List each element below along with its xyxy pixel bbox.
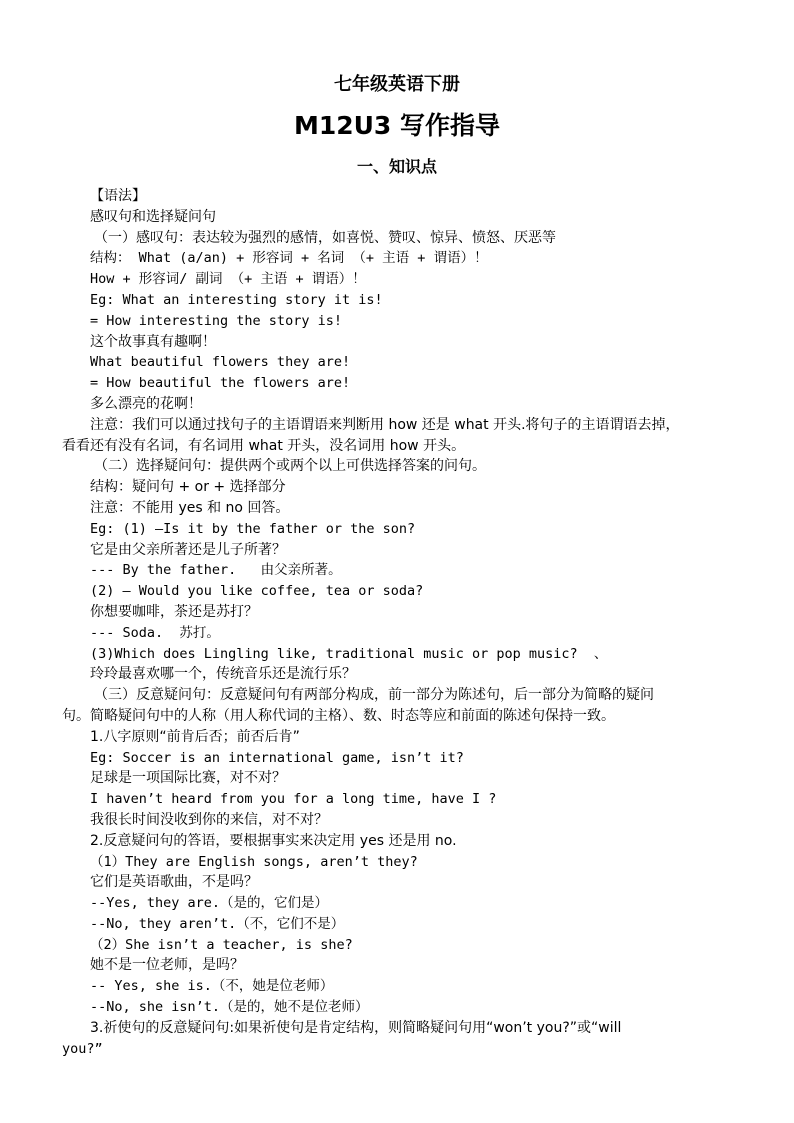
subsection-heading: （一）感叹句：表达较为强烈的感情，如喜悦、赞叹、惊异、愤怒、厌恶等 <box>94 229 556 246</box>
translation-line: 足球是一项国际比赛，对不对？ <box>90 770 286 787</box>
subsection-heading: （三）反意疑问句：反意疑问句有两部分构成，前一部分为陈述句，后一部分为简略的疑问 <box>94 687 654 704</box>
example-line: --No, she isn’t.（是的，她不是位老师） <box>90 999 369 1016</box>
example-line: -- Yes, she is.（不，她是位老师） <box>90 978 334 995</box>
rule-line: 1.八字原则“前肯后否；前否后肯” <box>90 728 300 745</box>
document-body <box>62 186 738 1059</box>
translation-line: 它是由父亲所著还是儿子所著？ <box>90 541 286 558</box>
note-line: 看看还有没有名词，有名词用 what 开头，没名词用 how 开头。 <box>62 437 466 454</box>
example-line: --- By the father. 由父亲所著。 <box>90 562 342 579</box>
translation-line: 她不是一位老师，是吗？ <box>90 957 244 974</box>
example-line: What beautiful flowers they are! <box>90 354 351 371</box>
text-line: How + 形容词/ 副词 （+ 主语 + 谓语）！ <box>90 271 366 288</box>
translation-line: 这个故事真有趣啊！ <box>90 333 216 350</box>
example-line: --No, they aren’t.（不，它们不是） <box>90 915 345 932</box>
note-line: 注意：不能用 yes 和 no 回答。 <box>90 499 290 516</box>
translation-line: 玲玲最喜欢哪一个，传统音乐还是流行乐？ <box>90 666 356 683</box>
example-line: Eg: What an interesting story it is! <box>90 291 383 308</box>
example-line: Eg: (1) –Is it by the father or the son? <box>90 520 416 537</box>
example-line: （2）She isn’t a teacher, is she? <box>90 936 353 953</box>
example-line: I haven’t heard from you for a long time, have I ? <box>90 791 497 808</box>
example-line: Eg: Soccer is an international game, isn’t it? <box>90 749 464 766</box>
section-heading: 一、知识点 <box>356 157 437 176</box>
text-line: 句。简略疑问句中的人称（用人称代词的主格）、数、时态等应和前面的陈述句保持一致。 <box>62 707 615 724</box>
example-line: --- Soda. 苏打。 <box>90 624 220 641</box>
text-line: you?” <box>62 1040 103 1057</box>
rule-line: 3.祈使句的反意疑问句:如果祈使句是肯定结构，则简略疑问句用“won’t you?”或“will <box>90 1019 622 1036</box>
text-line: 结构：疑问句 + or + 选择部分 <box>90 479 286 496</box>
example-line: = How beautiful the flowers are! <box>90 375 351 392</box>
text-line: 结构： What (a/an) + 形容词 + 名词 （+ 主语 + 谓语）！ <box>90 250 488 267</box>
example-line: (3)Which does Lingling like, traditional music or pop music? 、 <box>90 645 608 662</box>
translation-line: 你想要咖啡，茶还是苏打？ <box>90 603 258 620</box>
rule-line: 2.反意疑问句的答语，要根据事实来决定用 yes 还是用 no. <box>90 832 457 849</box>
translation-line: 我很长时间没收到你的来信，对不对？ <box>90 811 328 828</box>
example-line: （1）They are English songs, aren’t they? <box>90 853 418 870</box>
subsection-heading: （二）选择疑问句：提供两个或两个以上可供选择答案的问句。 <box>94 458 486 475</box>
grammar-heading: 【语法】 <box>90 188 146 204</box>
translation-line: 它们是英语歌曲，不是吗？ <box>90 874 258 891</box>
doc-subtitle: M12U3 写作指导 <box>293 111 501 140</box>
translation-line: 多么漂亮的花啊！ <box>90 395 202 412</box>
example-line: --Yes, they are.（是的，它们是） <box>90 895 329 912</box>
note-line: 注意：我们可以通过找句子的主语谓语来判断用 how 还是 what 开头.将句子的主语谓语去掉， <box>90 416 680 433</box>
doc-title: 七年级英语下册 <box>334 74 460 95</box>
example-line: (2) – Would you like coffee, tea or soda? <box>90 583 424 600</box>
example-line: = How interesting the story is! <box>90 312 342 329</box>
text-line: 感叹句和选择疑问句 <box>90 208 216 225</box>
